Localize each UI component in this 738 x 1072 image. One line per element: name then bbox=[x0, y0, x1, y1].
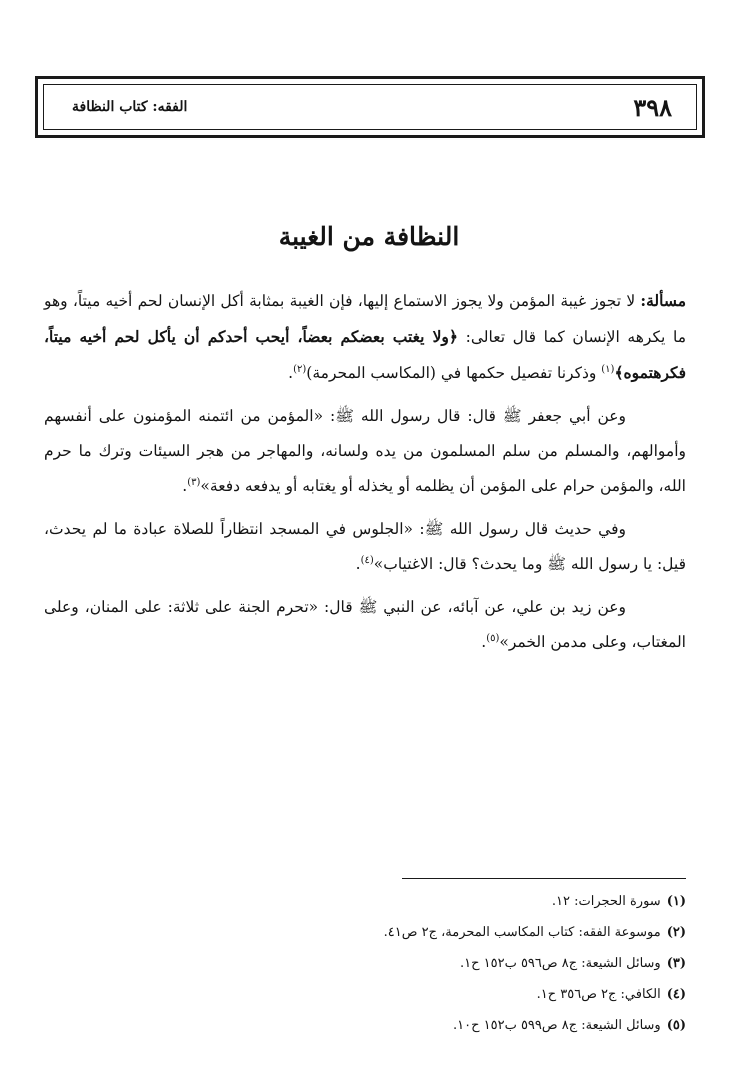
footnote-ref[interactable]: (٥) bbox=[486, 632, 500, 644]
footnote-text: سورة الحجرات: ١٢. bbox=[551, 894, 661, 909]
footnote-item bbox=[60, 979, 686, 1010]
footnote-item bbox=[60, 917, 686, 948]
footnote-ref[interactable]: (١) bbox=[601, 363, 615, 375]
paragraph-text: . bbox=[182, 477, 188, 495]
page-header bbox=[43, 84, 697, 130]
footnote-number: (٢) bbox=[666, 925, 686, 940]
paragraph-text: وفي حديث قال رسول الله ﷺ: «الجلوس في المسجد انتظاراً للصلاة عبادة ما لم يحدث، قيل: يا رسول الله ﷺ وما يحدث؟ قال: الاغتياب» bbox=[44, 520, 686, 573]
footnote-text: موسوعة الفقه: كتاب المكاسب المحرمة، ج٢ ص٤١. bbox=[383, 925, 661, 940]
body-text bbox=[44, 283, 686, 668]
footnote-number: (٤) bbox=[666, 987, 686, 1002]
footnote-item bbox=[60, 886, 686, 917]
paragraph-text: وعن أبي جعفر ﷺ قال: قال رسول الله ﷺ: «المؤمن من ائتمنه المؤمنون على أنفسهم وأموالهم، والمسلم من سلم المسلمون من يده ولسانه، والمهاجر من هجر السيئات وترك ما حرم الله، والمؤمن حرام على المؤمن أن يظلمه أو يخذله أو يغتابه أو يدفعه دفعة» bbox=[44, 407, 686, 495]
footnote-item bbox=[60, 1010, 686, 1041]
paragraph-text: لا تجوز غيبة المؤمن ولا يجوز الاستماع إليها، فإن الغيبة بمثابة أكل الإنسان لحم أخيه ميتاً، وهو ما يكرهه الإنسان كما قال تعالى: bbox=[44, 292, 686, 346]
footnote-text: وسائل الشيعة: ج٨ ص٥٩٦ ب١٥٢ ح١. bbox=[459, 956, 661, 971]
footnote-ref[interactable]: (٢) bbox=[293, 363, 307, 375]
footnote-item bbox=[60, 948, 686, 979]
paragraph-text: . bbox=[355, 555, 361, 573]
running-title: الفقه: كتاب النظافة bbox=[72, 99, 188, 115]
footnotes bbox=[60, 886, 686, 1041]
quran-verse: ﴿ولا يغتب بعضكم بعضاً، أيحب أحدكم أن يأكل لحم أخيه ميتاً، فكرهتموه﴾ bbox=[44, 327, 686, 382]
footnote-ref[interactable]: (٤) bbox=[360, 554, 374, 566]
footnote-text: الكافي: ج٢ ص٣٥٦ ح١. bbox=[536, 987, 661, 1002]
paragraph-hadith-3 bbox=[44, 590, 686, 660]
footnote-ref[interactable]: (٣) bbox=[187, 476, 201, 488]
section-title: النظافة من الغيبة bbox=[278, 222, 460, 251]
page-header-frame bbox=[35, 76, 705, 138]
paragraph-text: . bbox=[288, 364, 294, 382]
footnote-number: (٥) bbox=[666, 1018, 686, 1033]
footnote-number: (٣) bbox=[666, 956, 686, 971]
paragraph-hadith-2 bbox=[44, 512, 686, 582]
paragraph-hadith-1 bbox=[44, 399, 686, 504]
issue-label: مسألة: bbox=[640, 291, 686, 310]
paragraph-text: وذكرنا تفصيل حكمها في (المكاسب المحرمة) bbox=[306, 364, 602, 382]
paragraph-text: . bbox=[481, 633, 487, 651]
footnote-text: وسائل الشيعة: ج٨ ص٥٩٩ ب١٥٢ ح١٠. bbox=[452, 1018, 661, 1033]
page-number: ٣٩٨ bbox=[633, 92, 672, 122]
footnote-number: (١) bbox=[666, 894, 686, 909]
paragraph-issue bbox=[44, 283, 686, 391]
footnote-divider bbox=[402, 878, 686, 879]
paragraph-text: وعن زيد بن علي، عن آبائه، عن النبي ﷺ قال: «تحرم الجنة على ثلاثة: على المنان، وعلى المغتاب، وعلى مدمن الخمر» bbox=[44, 598, 686, 651]
